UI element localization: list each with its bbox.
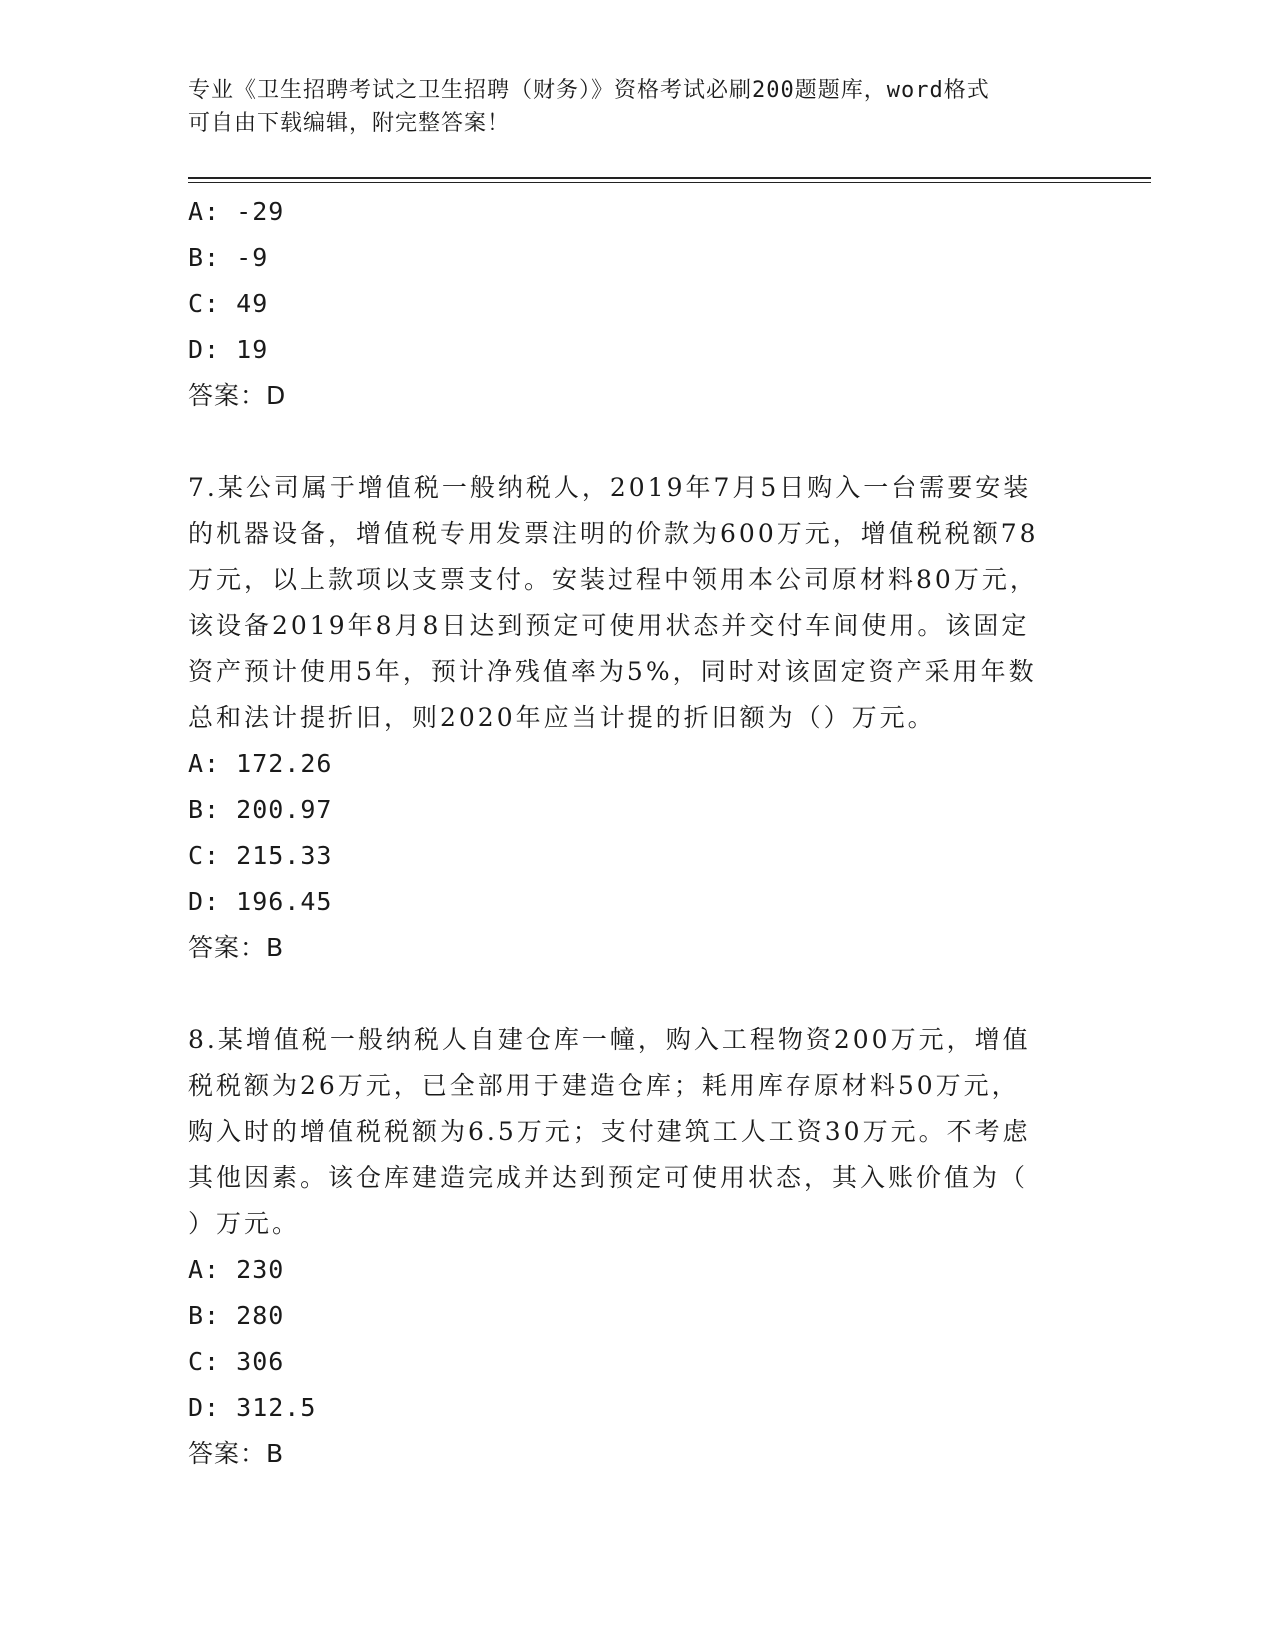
- option-a: A: 172.26: [188, 749, 333, 778]
- answer-label: 答案：D: [188, 381, 287, 410]
- question-text-line: 的机器设备，增值税专用发票注明的价款为600万元，增值税税额78: [188, 519, 1039, 548]
- option-d: D: 196.45: [188, 887, 333, 916]
- question-text-line: 该设备2019年8月8日达到预定可使用状态并交付车间使用。该固定: [188, 611, 1030, 640]
- question-8: [188, 1017, 1078, 1477]
- option-b: B: -9: [188, 243, 269, 272]
- header-divider-thin: [188, 182, 1151, 183]
- option-b: B: 280: [188, 1301, 285, 1330]
- question-6: [188, 189, 1078, 419]
- option-b: B: 200.97: [188, 795, 333, 824]
- question-text-line: ）万元。: [188, 1209, 301, 1238]
- header-divider-thick: [188, 177, 1151, 179]
- question-text-line: 万元，以上款项以支票支付。安装过程中领用本公司原材料80万元，: [188, 565, 1038, 594]
- option-d: D: 19: [188, 335, 269, 364]
- option-c: C: 215.33: [188, 841, 333, 870]
- option-c: C: 306: [188, 1347, 285, 1376]
- answer-label: 答案：B: [188, 1439, 285, 1468]
- spacer: [188, 419, 1078, 465]
- answer-label: 答案：B: [188, 933, 285, 962]
- option-c: C: 49: [188, 289, 269, 318]
- question-text-line: 总和法计提折旧，则2020年应当计提的折旧额为（）万元。: [188, 703, 936, 732]
- question-text-line: 资产预计使用5年，预计净残值率为5%，同时对该固定资产采用年数: [188, 657, 1037, 686]
- option-a: A: 230: [188, 1255, 285, 1284]
- question-text-line: 8.某增值税一般纳税人自建仓库一幢，购入工程物资200万元，增值: [188, 1025, 1031, 1054]
- question-7: [188, 465, 1078, 971]
- spacer: [188, 971, 1078, 1017]
- header-line-1: 专业《卫生招聘考试之卫生招聘（财务）》资格考试必刷200题题库，word格式: [188, 78, 990, 103]
- document-header: [188, 74, 1068, 140]
- header-line-2: 可自由下载编辑，附完整答案！: [188, 111, 511, 136]
- option-a: A: -29: [188, 197, 285, 226]
- question-text-line: 税税额为26万元，已全部用于建造仓库；耗用库存原材料50万元，: [188, 1071, 1020, 1100]
- question-text-line: 购入时的增值税税额为6.5万元；支付建筑工人工资30万元。不考虑: [188, 1117, 1031, 1146]
- question-text-line: 7.某公司属于增值税一般纳税人，2019年7月5日购入一台需要安装: [188, 473, 1032, 502]
- question-text-line: 其他因素。该仓库建造完成并达到预定可使用状态，其入账价值为（: [188, 1163, 1029, 1192]
- option-d: D: 312.5: [188, 1393, 317, 1422]
- question-list: [188, 189, 1078, 1477]
